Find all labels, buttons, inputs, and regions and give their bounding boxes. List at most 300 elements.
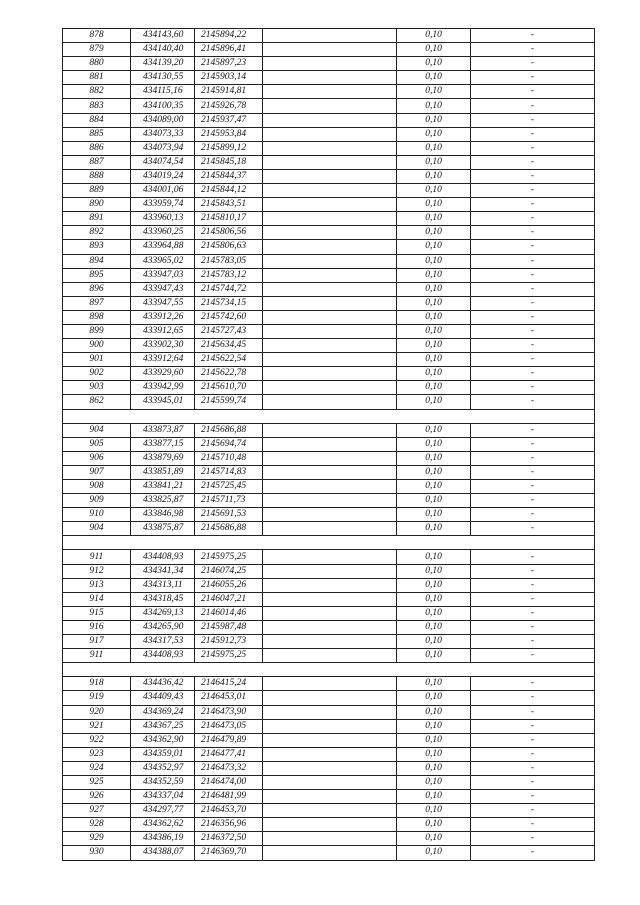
accuracy-value: 0,10	[397, 804, 471, 818]
y-coordinate: 2145953,84	[195, 127, 263, 141]
table-row	[63, 339, 595, 353]
x-coordinate: 433877,15	[131, 437, 195, 451]
blank-cell	[263, 155, 397, 169]
dash-value: -	[471, 578, 595, 592]
blank-cell	[263, 677, 397, 691]
y-coordinate: 2145806,56	[195, 226, 263, 240]
dash-value: -	[471, 775, 595, 789]
dash-value: -	[471, 381, 595, 395]
blank-cell	[263, 395, 397, 409]
accuracy-value: 0,10	[397, 578, 471, 592]
coordinates-table	[62, 28, 595, 861]
accuracy-value: 0,10	[397, 198, 471, 212]
point-number	[63, 663, 131, 677]
blank-cell	[263, 212, 397, 226]
x-coordinate: 434073,94	[131, 141, 195, 155]
point-number: 887	[63, 155, 131, 169]
blank-cell	[263, 296, 397, 310]
y-coordinate: 2145783,05	[195, 254, 263, 268]
point-number	[63, 409, 131, 423]
point-number: 902	[63, 367, 131, 381]
dash-value: -	[471, 494, 595, 508]
point-number: 905	[63, 437, 131, 451]
x-coordinate: 434337,04	[131, 790, 195, 804]
point-number: 893	[63, 240, 131, 254]
dash-value: -	[471, 790, 595, 804]
table-row	[63, 353, 595, 367]
accuracy-value: 0,10	[397, 733, 471, 747]
y-coordinate: 2145806,63	[195, 240, 263, 254]
y-coordinate: 2146453,70	[195, 804, 263, 818]
table-row	[63, 677, 595, 691]
point-number: 906	[63, 451, 131, 465]
point-number: 884	[63, 113, 131, 127]
accuracy-value: 0,10	[397, 184, 471, 198]
blank-cell	[263, 804, 397, 818]
x-coordinate: 434386,19	[131, 832, 195, 846]
accuracy-value: 0,10	[397, 240, 471, 254]
y-coordinate: 2145744,72	[195, 282, 263, 296]
y-coordinate: 2146047,21	[195, 592, 263, 606]
dash-value: -	[471, 747, 595, 761]
y-coordinate: 2145894,22	[195, 29, 263, 43]
x-coordinate: 434089,00	[131, 113, 195, 127]
accuracy-value: 0,10	[397, 550, 471, 564]
table-row	[63, 649, 595, 663]
blank-cell	[263, 324, 397, 338]
blank-cell	[263, 761, 397, 775]
point-number: 862	[63, 395, 131, 409]
table-row	[63, 733, 595, 747]
blank-cell	[263, 592, 397, 606]
y-coordinate: 2146356,96	[195, 818, 263, 832]
point-number: 903	[63, 381, 131, 395]
x-coordinate: 434362,90	[131, 733, 195, 747]
accuracy-value: 0,10	[397, 282, 471, 296]
table-row	[63, 324, 595, 338]
x-coordinate: 434313,11	[131, 578, 195, 592]
blank-cell	[263, 635, 397, 649]
x-coordinate: 433846,98	[131, 508, 195, 522]
blank-cell	[263, 310, 397, 324]
dash-value: -	[471, 141, 595, 155]
x-coordinate: 434317,53	[131, 635, 195, 649]
x-coordinate: 433825,87	[131, 494, 195, 508]
y-coordinate: 2146474,00	[195, 775, 263, 789]
separator-row	[63, 409, 595, 423]
accuracy-value: 0,10	[397, 437, 471, 451]
accuracy-value: 0,10	[397, 353, 471, 367]
y-coordinate: 2145727,43	[195, 324, 263, 338]
x-coordinate: 434019,24	[131, 169, 195, 183]
point-number: 917	[63, 635, 131, 649]
table-row	[63, 113, 595, 127]
dash-value: -	[471, 832, 595, 846]
x-coordinate: 433879,69	[131, 451, 195, 465]
accuracy-value: 0,10	[397, 423, 471, 437]
table-row	[63, 57, 595, 71]
point-number: 894	[63, 254, 131, 268]
table-row	[63, 282, 595, 296]
x-coordinate: 433851,89	[131, 465, 195, 479]
y-coordinate: 2145610,70	[195, 381, 263, 395]
point-number: 881	[63, 71, 131, 85]
point-number: 892	[63, 226, 131, 240]
point-number	[63, 536, 131, 550]
y-coordinate: 2145622,54	[195, 353, 263, 367]
accuracy-value	[397, 409, 471, 423]
accuracy-value: 0,10	[397, 99, 471, 113]
dash-value: -	[471, 465, 595, 479]
dash-value: -	[471, 29, 595, 43]
table-row	[63, 719, 595, 733]
accuracy-value: 0,10	[397, 705, 471, 719]
x-coordinate: 433947,55	[131, 296, 195, 310]
blank-cell	[263, 719, 397, 733]
blank-cell	[263, 536, 397, 550]
table-row	[63, 43, 595, 57]
x-coordinate: 434297,77	[131, 804, 195, 818]
point-number: 898	[63, 310, 131, 324]
y-coordinate: 2145903,14	[195, 71, 263, 85]
accuracy-value: 0,10	[397, 508, 471, 522]
y-coordinate: 2145975,25	[195, 550, 263, 564]
dash-value: -	[471, 804, 595, 818]
table-row	[63, 155, 595, 169]
table-row	[63, 169, 595, 183]
x-coordinate: 434436,42	[131, 677, 195, 691]
x-coordinate: 434143,60	[131, 29, 195, 43]
x-coordinate: 434362,62	[131, 818, 195, 832]
point-number: 916	[63, 620, 131, 634]
y-coordinate: 2146055,26	[195, 578, 263, 592]
table-row	[63, 620, 595, 634]
blank-cell	[263, 423, 397, 437]
blank-cell	[263, 494, 397, 508]
point-number: 927	[63, 804, 131, 818]
dash-value: -	[471, 508, 595, 522]
accuracy-value: 0,10	[397, 480, 471, 494]
dash-value: -	[471, 43, 595, 57]
point-number: 880	[63, 57, 131, 71]
x-coordinate: 434408,93	[131, 550, 195, 564]
point-number: 889	[63, 184, 131, 198]
accuracy-value: 0,10	[397, 775, 471, 789]
y-coordinate: 2146453,01	[195, 691, 263, 705]
y-coordinate: 2145694,74	[195, 437, 263, 451]
blank-cell	[263, 522, 397, 536]
dash-value: -	[471, 240, 595, 254]
blank-cell	[263, 99, 397, 113]
accuracy-value: 0,10	[397, 761, 471, 775]
blank-cell	[263, 127, 397, 141]
y-coordinate: 2145622,78	[195, 367, 263, 381]
accuracy-value: 0,10	[397, 719, 471, 733]
dash-value: -	[471, 226, 595, 240]
point-number: 891	[63, 212, 131, 226]
y-coordinate: 2145845,18	[195, 155, 263, 169]
x-coordinate: 433964,88	[131, 240, 195, 254]
y-coordinate: 2145783,12	[195, 268, 263, 282]
blank-cell	[263, 198, 397, 212]
table-row	[63, 578, 595, 592]
accuracy-value: 0,10	[397, 57, 471, 71]
accuracy-value: 0,10	[397, 339, 471, 353]
y-coordinate: 2145843,51	[195, 198, 263, 212]
x-coordinate: 434140,40	[131, 43, 195, 57]
accuracy-value: 0,10	[397, 310, 471, 324]
y-coordinate	[195, 536, 263, 550]
x-coordinate: 433902,30	[131, 339, 195, 353]
table-row	[63, 437, 595, 451]
accuracy-value: 0,10	[397, 635, 471, 649]
table-row	[63, 310, 595, 324]
point-number: 919	[63, 691, 131, 705]
blank-cell	[263, 113, 397, 127]
x-coordinate	[131, 536, 195, 550]
x-coordinate: 433965,02	[131, 254, 195, 268]
point-number: 909	[63, 494, 131, 508]
x-coordinate: 434318,45	[131, 592, 195, 606]
point-number: 929	[63, 832, 131, 846]
dash-value	[471, 409, 595, 423]
y-coordinate: 2146415,24	[195, 677, 263, 691]
blank-cell	[263, 268, 397, 282]
blank-cell	[263, 367, 397, 381]
blank-cell	[263, 282, 397, 296]
blank-cell	[263, 846, 397, 860]
y-coordinate: 2145844,12	[195, 184, 263, 198]
y-coordinate: 2145912,73	[195, 635, 263, 649]
blank-cell	[263, 71, 397, 85]
dash-value: -	[471, 212, 595, 226]
x-coordinate: 433947,03	[131, 268, 195, 282]
x-coordinate: 433959,74	[131, 198, 195, 212]
accuracy-value: 0,10	[397, 169, 471, 183]
point-number: 901	[63, 353, 131, 367]
blank-cell	[263, 240, 397, 254]
table-row	[63, 846, 595, 860]
table-row	[63, 212, 595, 226]
x-coordinate: 434001,06	[131, 184, 195, 198]
x-coordinate: 434408,93	[131, 649, 195, 663]
dash-value: -	[471, 282, 595, 296]
table-row	[63, 71, 595, 85]
point-number: 878	[63, 29, 131, 43]
blank-cell	[263, 437, 397, 451]
point-number: 908	[63, 480, 131, 494]
point-number: 879	[63, 43, 131, 57]
blank-cell	[263, 353, 397, 367]
dash-value: -	[471, 155, 595, 169]
table-row	[63, 296, 595, 310]
y-coordinate: 2146369,70	[195, 846, 263, 860]
blank-cell	[263, 465, 397, 479]
point-number: 911	[63, 550, 131, 564]
x-coordinate	[131, 663, 195, 677]
x-coordinate	[131, 409, 195, 423]
accuracy-value: 0,10	[397, 367, 471, 381]
accuracy-value: 0,10	[397, 564, 471, 578]
table-row	[63, 508, 595, 522]
accuracy-value: 0,10	[397, 747, 471, 761]
table-row	[63, 775, 595, 789]
point-number: 888	[63, 169, 131, 183]
table-row	[63, 832, 595, 846]
y-coordinate: 2146477,41	[195, 747, 263, 761]
point-number: 922	[63, 733, 131, 747]
table-row	[63, 268, 595, 282]
y-coordinate: 2145742,60	[195, 310, 263, 324]
blank-cell	[263, 578, 397, 592]
dash-value: -	[471, 592, 595, 606]
accuracy-value: 0,10	[397, 832, 471, 846]
y-coordinate: 2146473,90	[195, 705, 263, 719]
table-row	[63, 29, 595, 43]
y-coordinate	[195, 663, 263, 677]
y-coordinate: 2145937,47	[195, 113, 263, 127]
accuracy-value: 0,10	[397, 268, 471, 282]
dash-value: -	[471, 620, 595, 634]
y-coordinate: 2145686,88	[195, 423, 263, 437]
point-number: 923	[63, 747, 131, 761]
point-number: 897	[63, 296, 131, 310]
x-coordinate: 434388,07	[131, 846, 195, 860]
x-coordinate: 434367,25	[131, 719, 195, 733]
table-row	[63, 790, 595, 804]
y-coordinate: 2145987,48	[195, 620, 263, 634]
dash-value	[471, 663, 595, 677]
x-coordinate: 433912,64	[131, 353, 195, 367]
accuracy-value	[397, 536, 471, 550]
dash-value: -	[471, 635, 595, 649]
point-number: 890	[63, 198, 131, 212]
point-number: 918	[63, 677, 131, 691]
x-coordinate: 433875,87	[131, 522, 195, 536]
table-row	[63, 99, 595, 113]
blank-cell	[263, 818, 397, 832]
dash-value: -	[471, 705, 595, 719]
blank-cell	[263, 85, 397, 99]
table-row	[63, 705, 595, 719]
dash-value: -	[471, 198, 595, 212]
table-row	[63, 747, 595, 761]
dash-value: -	[471, 564, 595, 578]
dash-value: -	[471, 691, 595, 705]
x-coordinate: 433960,25	[131, 226, 195, 240]
y-coordinate: 2146473,05	[195, 719, 263, 733]
y-coordinate: 2145714,83	[195, 465, 263, 479]
blank-cell	[263, 775, 397, 789]
accuracy-value: 0,10	[397, 494, 471, 508]
table-row	[63, 494, 595, 508]
separator-row	[63, 663, 595, 677]
x-coordinate: 433929,60	[131, 367, 195, 381]
accuracy-value: 0,10	[397, 395, 471, 409]
dash-value: -	[471, 846, 595, 860]
x-coordinate: 434352,59	[131, 775, 195, 789]
table-row	[63, 240, 595, 254]
y-coordinate: 2145686,88	[195, 522, 263, 536]
y-coordinate: 2145897,23	[195, 57, 263, 71]
blank-cell	[263, 733, 397, 747]
dash-value: -	[471, 184, 595, 198]
accuracy-value: 0,10	[397, 677, 471, 691]
accuracy-value	[397, 663, 471, 677]
accuracy-value: 0,10	[397, 141, 471, 155]
blank-cell	[263, 620, 397, 634]
dash-value: -	[471, 649, 595, 663]
dash-value: -	[471, 395, 595, 409]
blank-cell	[263, 649, 397, 663]
point-number: 925	[63, 775, 131, 789]
blank-cell	[263, 480, 397, 494]
accuracy-value: 0,10	[397, 113, 471, 127]
table-row	[63, 761, 595, 775]
blank-cell	[263, 691, 397, 705]
x-coordinate: 433912,26	[131, 310, 195, 324]
point-number: 914	[63, 592, 131, 606]
dash-value: -	[471, 522, 595, 536]
blank-cell	[263, 508, 397, 522]
accuracy-value: 0,10	[397, 649, 471, 663]
x-coordinate: 433960,13	[131, 212, 195, 226]
x-coordinate: 434341,34	[131, 564, 195, 578]
point-number: 899	[63, 324, 131, 338]
dash-value: -	[471, 367, 595, 381]
accuracy-value: 0,10	[397, 212, 471, 226]
table-row	[63, 635, 595, 649]
blank-cell	[263, 226, 397, 240]
table-row	[63, 423, 595, 437]
dash-value: -	[471, 353, 595, 367]
y-coordinate: 2145710,48	[195, 451, 263, 465]
x-coordinate: 433841,21	[131, 480, 195, 494]
blank-cell	[263, 29, 397, 43]
table-row	[63, 451, 595, 465]
accuracy-value: 0,10	[397, 296, 471, 310]
y-coordinate: 2146372,50	[195, 832, 263, 846]
accuracy-value: 0,10	[397, 226, 471, 240]
x-coordinate: 433947,43	[131, 282, 195, 296]
table-row	[63, 198, 595, 212]
dash-value: -	[471, 169, 595, 183]
dash-value: -	[471, 480, 595, 494]
table-row	[63, 522, 595, 536]
point-number: 895	[63, 268, 131, 282]
point-number: 920	[63, 705, 131, 719]
point-number: 924	[63, 761, 131, 775]
x-coordinate: 433873,87	[131, 423, 195, 437]
accuracy-value: 0,10	[397, 29, 471, 43]
dash-value: -	[471, 550, 595, 564]
table-row	[63, 395, 595, 409]
dash-value: -	[471, 310, 595, 324]
accuracy-value: 0,10	[397, 846, 471, 860]
table-row	[63, 254, 595, 268]
dash-value: -	[471, 677, 595, 691]
y-coordinate: 2145914,81	[195, 85, 263, 99]
dash-value: -	[471, 339, 595, 353]
accuracy-value: 0,10	[397, 127, 471, 141]
blank-cell	[263, 409, 397, 423]
accuracy-value: 0,10	[397, 254, 471, 268]
point-number: 907	[63, 465, 131, 479]
blank-cell	[263, 43, 397, 57]
accuracy-value: 0,10	[397, 451, 471, 465]
table-row	[63, 141, 595, 155]
table-row	[63, 465, 595, 479]
